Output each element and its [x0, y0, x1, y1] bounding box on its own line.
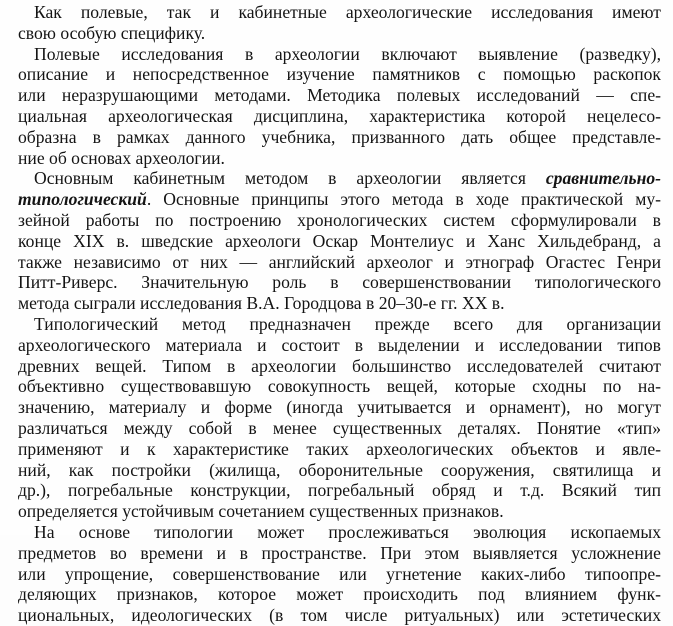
text-line: ний, как постройки (жилища, оборонительные сооружения, святилища и	[18, 459, 661, 480]
paragraph-4	[18, 314, 661, 522]
text-line: Полевые исследования в археологии включают выявление (разведку),	[34, 43, 661, 64]
paragraph-2	[18, 44, 661, 169]
text-line: др.), погребальные конструкции, погребальный обряд и т.д. Всякий тип	[18, 480, 661, 501]
text-line: предметов во времени и в пространстве. При этом выявляется усложнение	[18, 542, 661, 563]
paragraph-3	[18, 168, 661, 314]
text-line: зейной работы по построению хронологических систем сформулировали в	[18, 209, 661, 230]
text-line: деляющих признаков, которое может происходить под влиянием функ-	[18, 584, 661, 605]
text-line: На основе типологии может прослеживаться эволюция ископаемых	[34, 521, 661, 542]
text-line: ние об основах археологии.	[18, 147, 225, 168]
text-line: древних вещей. Типом в археологии большинство исследователей считают	[18, 355, 661, 376]
text-line: или неразрушающими методами. Методика полевых исследований — спе-	[18, 85, 661, 106]
emphasis-term: типологический	[18, 189, 147, 210]
text-line: или упрощение, совершенствование или угнетение каких-либо типоопре-	[18, 563, 661, 584]
text-line: Питт-Риверс. Значительную роль в совершенствовании типологического	[18, 272, 661, 293]
text-run: . Основные принципы этого метода в ходе практической му-	[146, 189, 661, 210]
text-line: археологического материала и состоит в выделении и исследовании типов	[18, 334, 661, 355]
text-line: метода сыграли исследования В.А. Городцова в 20–30-е гг. XX в.	[18, 293, 505, 314]
text-line: свою особую специфику.	[18, 22, 206, 43]
text-line: различаться между собой в менее существенных деталях. Понятие «тип»	[18, 417, 661, 438]
text-line: Как полевые, так и кабинетные археологические исследования имеют	[34, 2, 661, 22]
text-line: конце XIX в. шведские археологи Оскар Монтелиус и Ханс Хильдебранд, а	[18, 230, 661, 251]
text-line: значению, материалу и форме (иногда учитывается и орнамент), но могут	[18, 397, 661, 418]
paragraph-5	[18, 522, 661, 626]
text-line: циональных, идеологических (в том числе ритуальных) или эстетических	[18, 605, 661, 626]
text-line: объективно существовавшую совокупность вещей, которые сходны по на-	[18, 376, 661, 397]
text-line: циальная археологическая дисциплина, характеристика которой нецелесо-	[18, 105, 661, 126]
text-line: определяется устойчивым сочетанием существенных признаков.	[18, 501, 504, 522]
text-line: применяют и к характеристике таких археологических объектов и явле-	[18, 438, 661, 459]
text-line: описание и непосредственное изучение памятников с помощью раскопок	[18, 64, 661, 85]
text-line	[18, 168, 661, 189]
text-line	[18, 189, 661, 210]
text-line: также независимо от них — английский археолог и этнограф Огастес Генри	[18, 251, 661, 272]
text-line: Типологический метод предназначен прежде всего для организации	[34, 313, 661, 334]
text-line: образна в рамках данного учебника, призванного дать общее представле-	[18, 126, 661, 147]
text-run: Основным кабинетным методом в археологии является	[34, 168, 546, 189]
paragraph-1	[18, 2, 661, 44]
emphasis-term: сравнительно-	[545, 168, 661, 189]
